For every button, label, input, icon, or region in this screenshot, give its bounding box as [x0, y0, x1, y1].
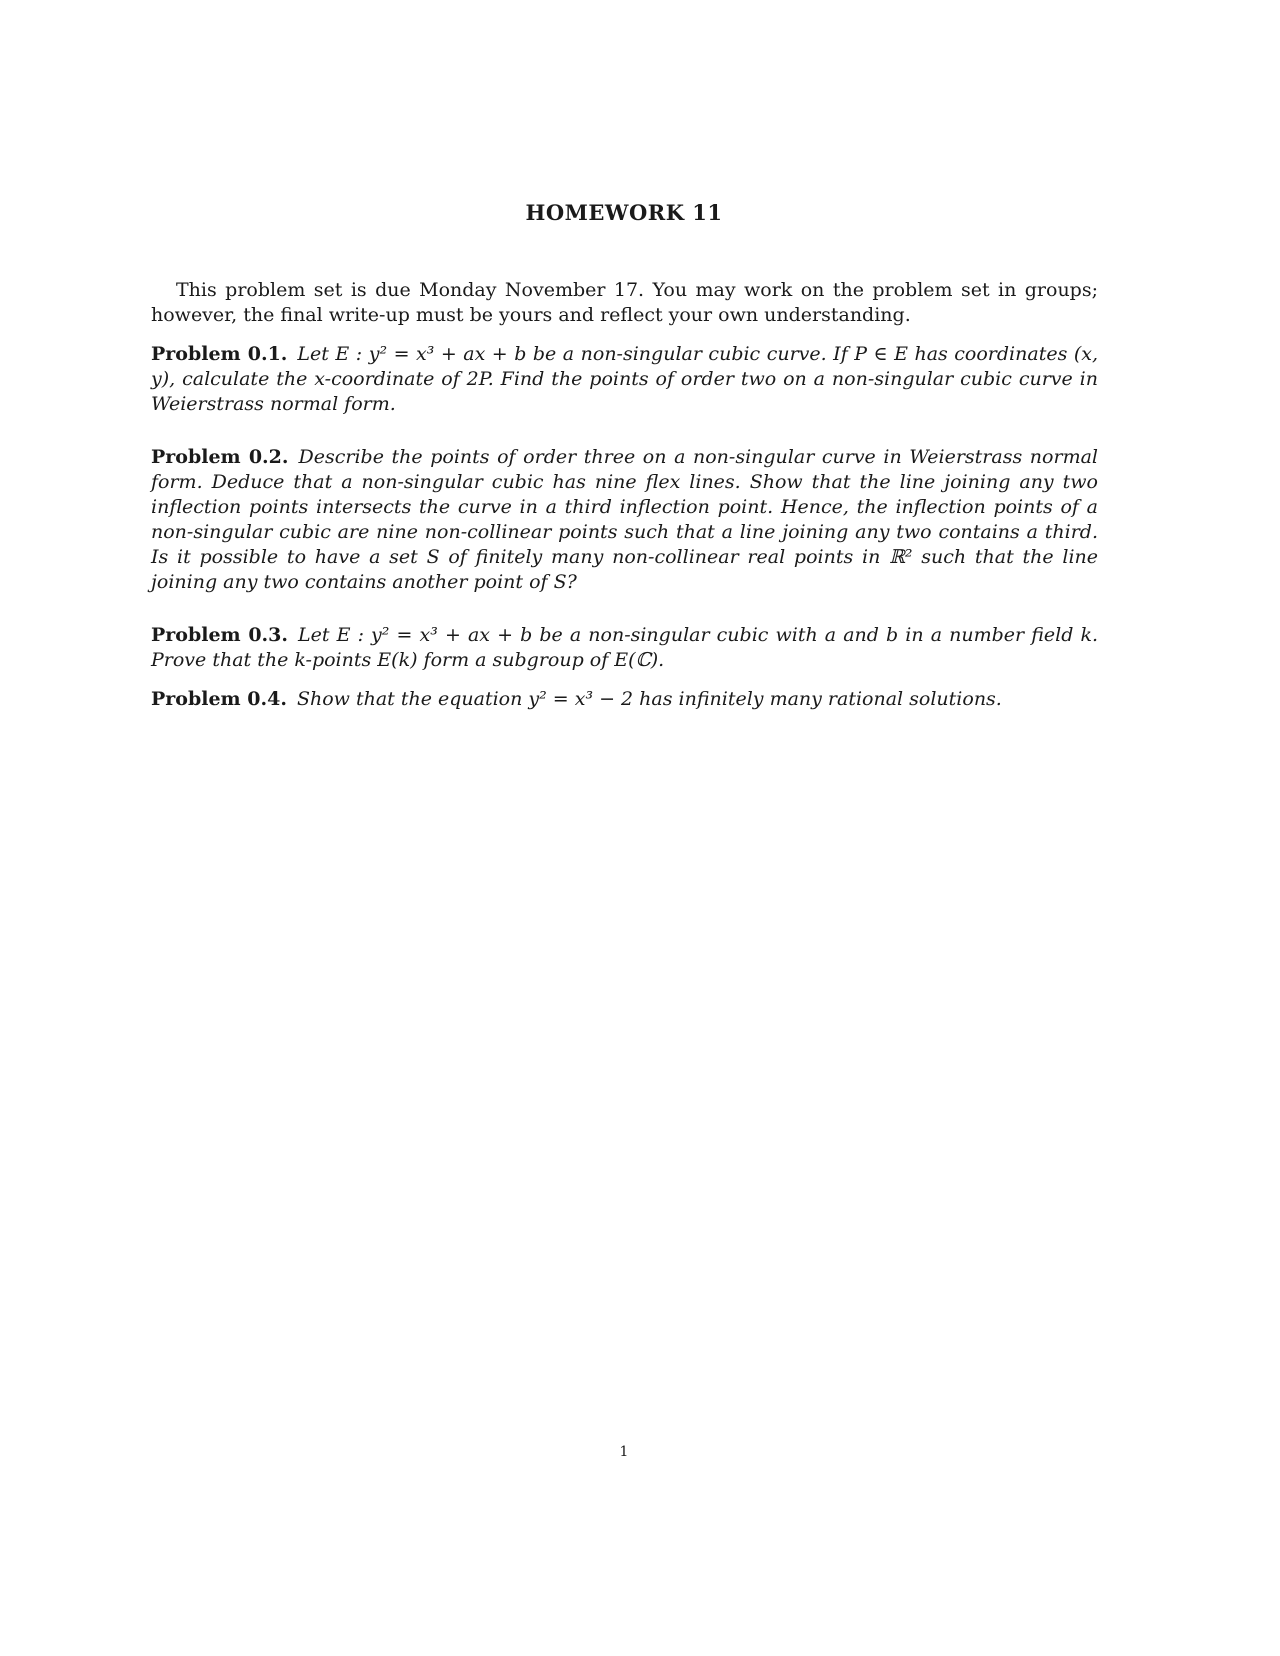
- problem-0-2: [151, 445, 1098, 595]
- problem-0-1: [151, 342, 1098, 417]
- problem-label: Problem 0.3.: [151, 624, 289, 646]
- page-number: 1: [619, 1444, 629, 1460]
- document-body: [151, 278, 1098, 712]
- problem-0-4: [151, 687, 1098, 712]
- problem-text: Let E : y² = x³ + ax + b be a non-singular cubic with a and b in a number field k. Prove that the k-points E(k) form a subgroup of E(ℂ).: [151, 624, 1099, 671]
- problem-0-3: [151, 623, 1098, 673]
- page-title: HOMEWORK 11: [525, 200, 723, 225]
- problem-text: Show that the equation y² = x³ − 2 has infinitely many rational solutions.: [296, 688, 1002, 710]
- problem-text: Describe the points of order three on a non-singular curve in Weierstrass normal form. Deduce that a non-singular cubic has nine flex lines. Show that the line joining any two inflection points intersects the curve in a third inflection point. Hence, the inflection points of a non-singular cubic are nine non-collinear points such that a line joining any two contains a third. Is it possible to have a set S of finitely many non-collinear real points in ℝ² such that the line joining any two contains another point of S?: [151, 446, 1098, 593]
- problem-label: Problem 0.4.: [151, 688, 287, 710]
- problem-text: Let E : y² = x³ + ax + b be a non-singular cubic curve. If P ∈ E has coordinates (x, y), calculate the x-coordinate of 2P. Find the points of order two on a non-singular cubic curve in Weierstrass normal form.: [151, 343, 1098, 415]
- intro-paragraph: This problem set is due Monday November 17. You may work on the problem set in groups; however, the final write-up must be yours and reflect your own understanding.: [151, 279, 1098, 326]
- problem-label: Problem 0.2.: [151, 446, 289, 468]
- problem-label: Problem 0.1.: [151, 343, 288, 365]
